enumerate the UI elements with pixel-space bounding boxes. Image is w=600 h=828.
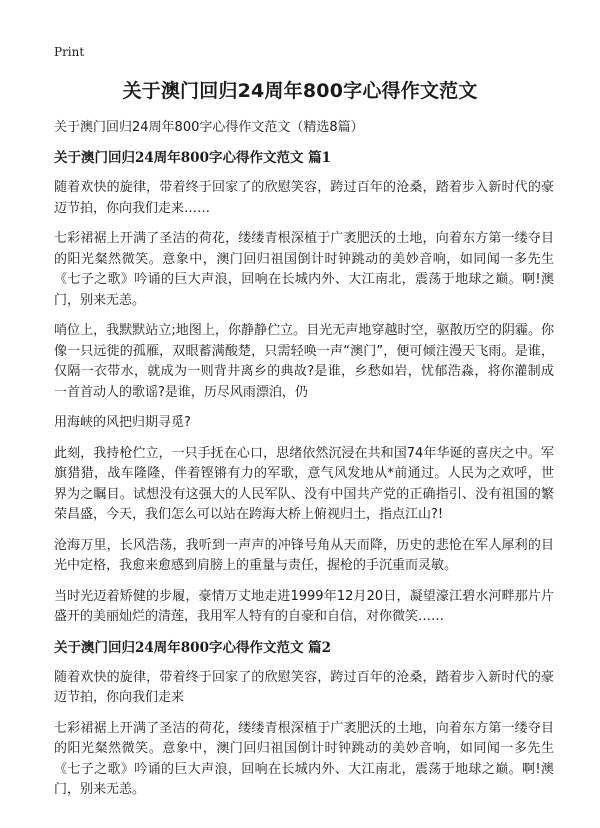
section-1-paragraph: 七彩裙裾上开满了圣洁的荷花，缕缕青根深植于广袤肥沃的土地，向着东方第一缕夺目的阳光粲然微笑。意象中，澳门回归祖国倒计时钟跳动的美妙音响，如同闻一多先生《七子之歌》吟诵的巨大声浪，回响在长城内外、大江南北，震荡于地球之巅。啊!澳门，别来无恙。 xyxy=(54,231,554,308)
document-title: 关于澳门回归24周年800字心得作文范文 xyxy=(122,80,478,102)
section-2-paragraph: 七彩裙裾上开满了圣洁的荷花，缕缕青根深植于广袤肥沃的土地，向着东方第一缕夺目的阳光粲然微笑。意象中，澳门回归祖国倒计时钟跳动的美妙音响，如同闻一多先生《七子之歌》吟诵的巨大声浪，回响在长城内外、大江南北，震荡于地球之巅。啊!澳门，别来无恙。 xyxy=(54,720,554,797)
section-1-paragraph: 用海峡的风把归期寻觅? xyxy=(54,415,191,430)
section-1-paragraph: 沧海万里，长风浩荡，我听到一声声的冲锋号角从天而降，历史的悲怆在军人犀利的目光中定格，我愈来愈感到肩膀上的重量与责任，握枪的手沉重而灵敏。 xyxy=(54,537,554,573)
print-link[interactable]: Print xyxy=(54,45,85,59)
section-heading-1: 关于澳门回归24周年800字心得作文范文 篇1 xyxy=(54,150,332,166)
section-1-paragraph: 此刻，我持枪伫立，一只手抚在心口，思绪依然沉浸在共和国74年华诞的喜庆之中。军旗猎猎，战车隆隆，伴着铿锵有力的军歌，意气风发地从*前通过。人民为之欢呼，世界为之瞩目。试想没有这强大的人民军队、没有中国共产党的正确指引、没有祖国的繁荣昌盛，今天，我们怎么可以站在跨海大桥上俯视归土，指点江山?! xyxy=(54,445,554,522)
section-1-paragraph: 当时光迈着矫健的步履，豪情万丈地走进1999年12月20日，凝望濠江碧水河畔那片片盛开的美丽灿烂的清莲，我用军人特有的自豪和自信，对你微笑…… xyxy=(54,588,554,624)
document-subtitle: 关于澳门回归24周年800字心得作文范文（精选8篇） xyxy=(54,120,364,135)
section-2-paragraph: 随着欢快的旋律，带着终于回家了的欣慰笑容，跨过百年的沧桑，踏着步入新时代的豪迈节拍，你向我们走来 xyxy=(54,669,554,705)
document-body xyxy=(54,118,554,811)
section-1-paragraph: 哨位上，我默默站立;地图上，你静静伫立。目光无声地穿越时空，驱散历空的阴霾。你像一只远徙的孤雁，双眼蓄满酸楚，只需轻唤一声“澳门”，便可倾注漫天飞雨。是谁，仅隔一衣带水，就成为一则背井离乡的典故?是谁，乡愁如岩，忧郁浩淼，将你灌制成一首首动人的歌谣?是谁，历尽风雨漂泊，仍 xyxy=(54,323,554,400)
section-1-paragraph: 随着欢快的旋律，带着终于回家了的欣慰笑容，跨过百年的沧桑，踏着步入新时代的豪迈节拍，你向我们走来…… xyxy=(54,180,554,216)
section-heading-2: 关于澳门回归24周年800字心得作文范文 篇2 xyxy=(54,639,332,656)
